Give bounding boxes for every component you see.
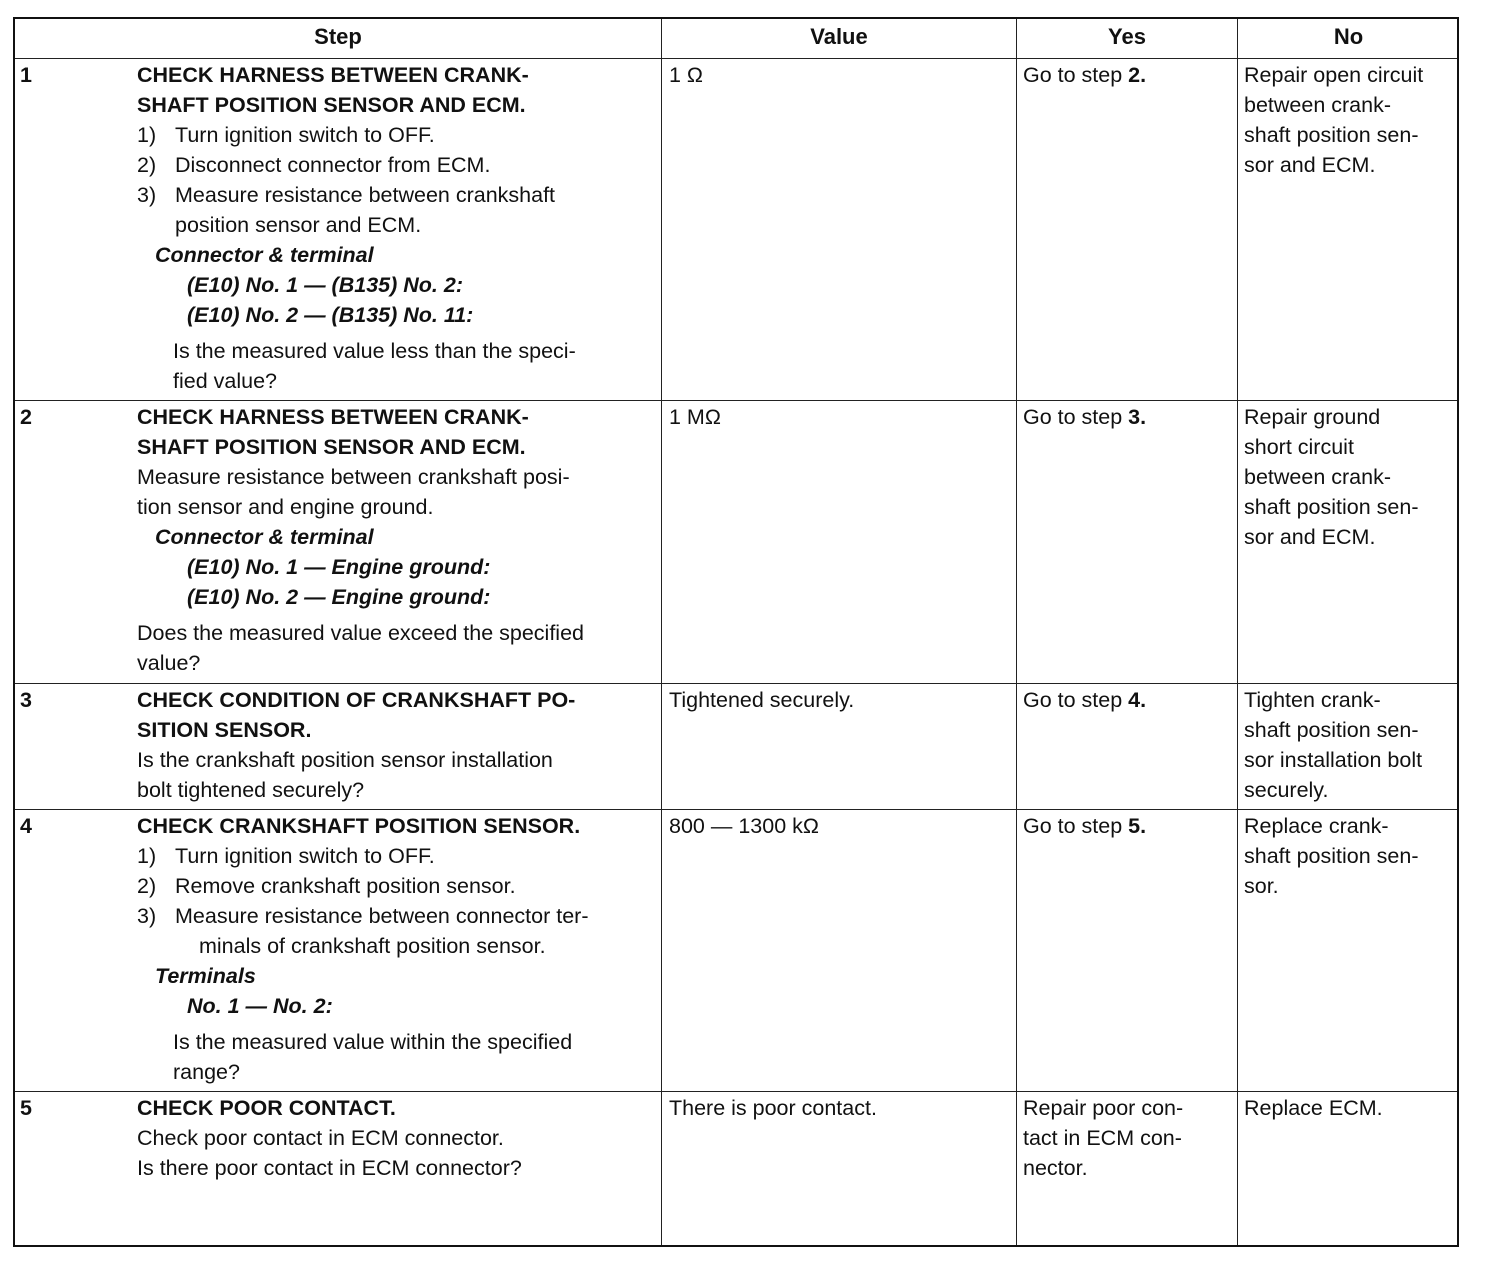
diagnostic-table [13, 17, 1459, 1247]
item-text: Measure resistance between connector ter- [175, 904, 589, 928]
header-no: No [1333, 24, 1364, 49]
item-number: 3) [137, 904, 157, 928]
item-number: 1) [137, 844, 157, 868]
yes-text: Go to step [1023, 814, 1129, 838]
item-text: Turn ignition switch to OFF. [175, 844, 435, 868]
no-text: shaft position sen- [1244, 718, 1419, 742]
question: Is there poor contact in ECM connector? [137, 1156, 522, 1180]
yes-step-ref: 5. [1128, 814, 1147, 838]
yes-text: tact in ECM con- [1023, 1126, 1182, 1150]
question: bolt tightened securely? [137, 778, 365, 802]
header-step: Step [314, 24, 362, 49]
step-title: CHECK CRANKSHAFT POSITION SENSOR. [137, 814, 581, 838]
yes-step-ref: 3. [1128, 405, 1147, 429]
step-cell [137, 402, 661, 678]
spec-item: (E10) No. 2 — Engine ground: [187, 585, 491, 609]
spec-item: (E10) No. 1 — Engine ground: [187, 555, 491, 579]
procedure-item [137, 841, 661, 871]
question: value? [137, 651, 201, 675]
step-cell [137, 811, 661, 1087]
item-text: minals of crankshaft position sensor. [199, 934, 546, 958]
step-body: tion sensor and engine ground. [137, 495, 434, 519]
no-text: Repair ground [1244, 405, 1381, 429]
question: Does the measured value exceed the specified [137, 621, 584, 645]
item-text: Remove crankshaft position sensor. [175, 874, 516, 898]
question: Is the crankshaft position sensor installation [137, 748, 553, 772]
step-title: CHECK CONDITION OF CRANKSHAFT PO- [137, 688, 576, 712]
item-number: 2) [137, 874, 157, 898]
spec-heading: Connector & terminal [155, 243, 374, 267]
step-body: Measure resistance between crankshaft posi- [137, 465, 570, 489]
no-text: sor. [1244, 874, 1279, 898]
yes-cell [1023, 685, 1146, 715]
yes-step-ref: 4. [1128, 688, 1147, 712]
value-cell: 1 Ω [669, 63, 704, 87]
procedure-item [137, 150, 661, 180]
row-divider [15, 400, 1457, 401]
item-text: Turn ignition switch to OFF. [175, 123, 435, 147]
step-number: 5 [20, 1096, 32, 1120]
procedure-item [137, 871, 661, 901]
row-divider [15, 58, 1457, 59]
step-number: 4 [20, 814, 32, 838]
spec-item: No. 1 — No. 2: [187, 994, 333, 1018]
yes-text: nector. [1023, 1156, 1088, 1180]
no-text: shaft position sen- [1244, 844, 1419, 868]
value-cell: Tightened securely. [669, 688, 855, 712]
yes-step-ref: 2. [1128, 63, 1147, 87]
column-divider [1016, 19, 1017, 1245]
no-text: between crank- [1244, 465, 1391, 489]
row-divider [15, 683, 1457, 684]
procedure-item [137, 901, 661, 961]
step-title: SHAFT POSITION SENSOR AND ECM. [137, 435, 526, 459]
spec-item: (E10) No. 1 — (B135) No. 2: [187, 273, 463, 297]
item-text: Disconnect connector from ECM. [175, 153, 491, 177]
no-cell [1244, 60, 1423, 180]
value-cell: There is poor contact. [669, 1096, 877, 1120]
step-title: CHECK HARNESS BETWEEN CRANK- [137, 405, 529, 429]
no-cell [1244, 1093, 1383, 1123]
question: range? [173, 1060, 240, 1084]
no-text: securely. [1244, 778, 1329, 802]
spec-item: (E10) No. 2 — (B135) No. 11: [187, 303, 474, 327]
no-text: sor and ECM. [1244, 153, 1376, 177]
yes-text: Go to step [1023, 688, 1129, 712]
step-title: CHECK HARNESS BETWEEN CRANK- [137, 63, 529, 87]
item-text: position sensor and ECM. [175, 213, 422, 237]
yes-cell [1023, 811, 1146, 841]
step-title: SITION SENSOR. [137, 718, 312, 742]
yes-text: Go to step [1023, 405, 1129, 429]
step-title: CHECK POOR CONTACT. [137, 1096, 396, 1120]
yes-cell [1023, 1093, 1183, 1183]
step-cell [137, 60, 661, 396]
step-number: 1 [20, 63, 32, 87]
spec-heading: Connector & terminal [155, 525, 374, 549]
no-text: Replace ECM. [1244, 1096, 1383, 1120]
value-cell: 800 — 1300 kΩ [669, 814, 819, 838]
yes-cell [1023, 60, 1146, 90]
yes-text: Repair poor con- [1023, 1096, 1184, 1120]
item-number: 1) [137, 123, 157, 147]
no-text: between crank- [1244, 93, 1391, 117]
no-text: Tighten crank- [1244, 688, 1381, 712]
step-number: 3 [20, 688, 32, 712]
column-divider [1237, 19, 1238, 1245]
step-number: 2 [20, 405, 32, 429]
question: Is the measured value less than the speci- [173, 339, 576, 363]
step-title: SHAFT POSITION SENSOR AND ECM. [137, 93, 526, 117]
no-text: shaft position sen- [1244, 495, 1419, 519]
row-divider [15, 809, 1457, 810]
question: Is the measured value within the specified [173, 1030, 573, 1054]
step-cell [137, 685, 661, 805]
no-text: sor and ECM. [1244, 525, 1376, 549]
header-value: Value [810, 24, 868, 49]
step-body: Check poor contact in ECM connector. [137, 1126, 504, 1150]
item-number: 2) [137, 153, 157, 177]
row-divider [15, 1091, 1457, 1092]
no-text: Replace crank- [1244, 814, 1389, 838]
procedure-item [137, 180, 661, 240]
column-divider [661, 19, 662, 1245]
spec-heading: Terminals [155, 964, 256, 988]
value-cell: 1 MΩ [669, 405, 721, 429]
no-text: sor installation bolt [1244, 748, 1423, 772]
header-yes: Yes [1108, 24, 1146, 49]
no-text: shaft position sen- [1244, 123, 1419, 147]
item-text: Measure resistance between crankshaft [175, 183, 556, 207]
no-text: short circuit [1244, 435, 1354, 459]
no-cell [1244, 811, 1419, 901]
procedure-item [137, 120, 661, 150]
yes-cell [1023, 402, 1146, 432]
no-text: Repair open circuit [1244, 63, 1424, 87]
yes-text: Go to step [1023, 63, 1129, 87]
no-cell [1244, 402, 1419, 552]
no-cell [1244, 685, 1422, 805]
step-cell [137, 1093, 661, 1183]
item-number: 3) [137, 183, 157, 207]
question: fied value? [173, 369, 277, 393]
